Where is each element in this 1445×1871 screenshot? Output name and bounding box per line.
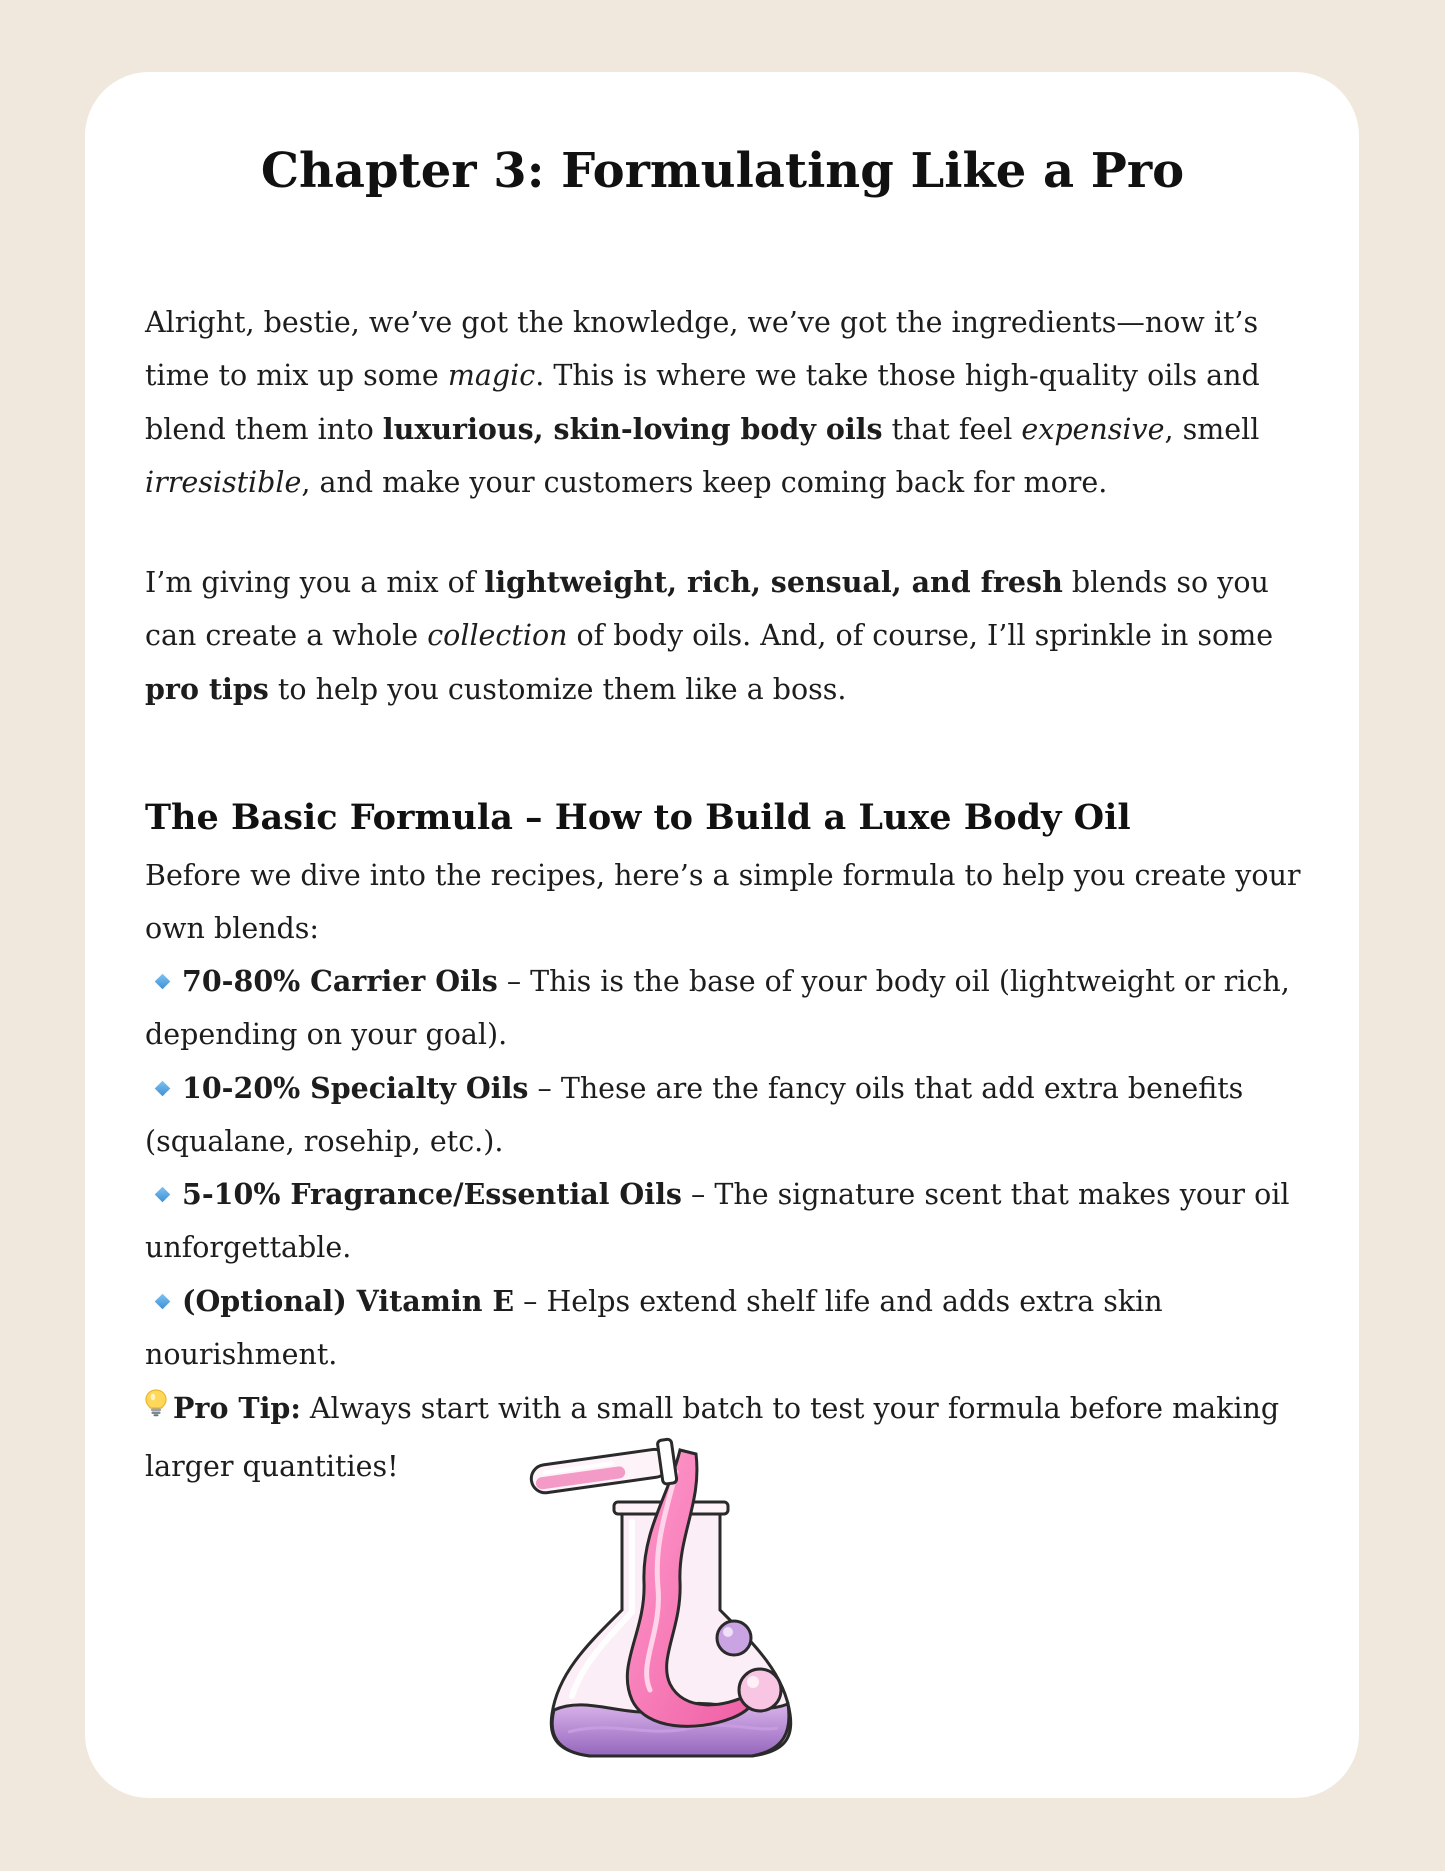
blue-diamond-icon <box>155 1187 171 1203</box>
chapter-title: Chapter 3: Formulating Like a Pro <box>260 143 1185 199</box>
flask-illustration <box>520 1432 820 1764</box>
formula-item-fragrance: 5-10% Fragrance/Essential Oils – The signature scent that makes your oil unforgettable. <box>145 1177 1290 1265</box>
formula-item-vitamin-e: (Optional) Vitamin E – Helps extend shelf life and adds extra skin nourishment. <box>145 1284 1163 1372</box>
lightbulb-icon <box>145 1381 167 1434</box>
pro-tip: Pro Tip: Always start with a small batch to test your formula before making larger quantities! <box>145 1381 1325 1494</box>
blue-diamond-icon <box>155 1081 171 1097</box>
formula-item-carrier: 70-80% Carrier Oils – This is the base of your body oil (lightweight or rich, depending on your goal). <box>145 964 1290 1052</box>
blue-diamond-icon <box>155 974 171 990</box>
intro-paragraph-1: Alright, bestie, we’ve got the knowledge, we’ve got the ingredients—now it’s time to mix up some magic. This is where we take those high-quality oils and blend them into luxurious, skin-loving body oils that feel expensive, smell irresistible, and make your customers keep coming back for more. <box>145 306 1260 499</box>
intro-paragraph-2: I’m giving you a mix of lightweight, rich, sensual, and fresh blends so you can create a whole collection of body oils. And, of course, I’ll sprinkle in some pro tips to help you customize them like a boss. <box>145 565 1274 706</box>
formula-item-specialty: 10-20% Specialty Oils – These are the fancy oils that add extra benefits (squalane, rosehip, etc.). <box>145 1071 1244 1159</box>
blue-diamond-icon <box>155 1294 171 1310</box>
formula-lead: Before we dive into the recipes, here’s a simple formula to help you create your own blends: <box>145 859 1301 946</box>
formula-heading: The Basic Formula – How to Build a Luxe Body Oil <box>145 797 1131 838</box>
